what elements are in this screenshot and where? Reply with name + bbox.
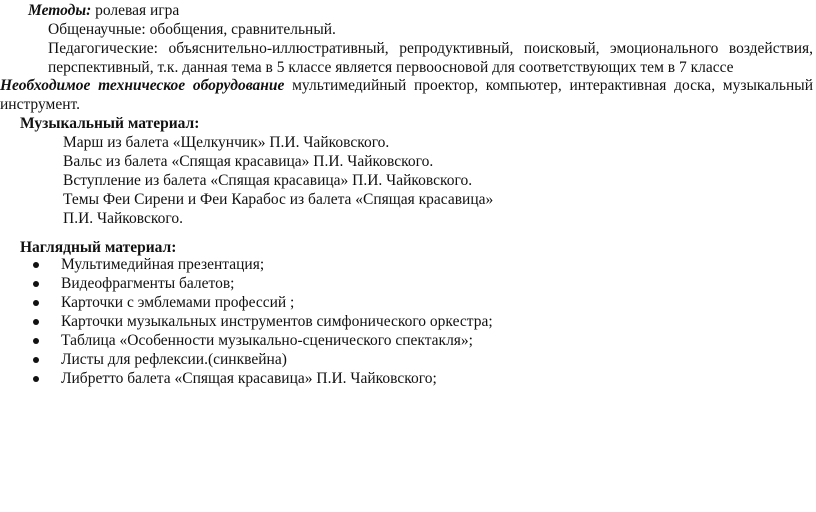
bullet-icon bbox=[33, 357, 39, 363]
visual-item: Листы для рефлексии.(синквейна) bbox=[61, 351, 287, 368]
methods-pedagogical-2: перспективный, т.к. данная тема в 5 классе является первоосновой для соответствующих тем в 7 классе bbox=[48, 59, 734, 76]
equipment-line2: инструмент. bbox=[0, 96, 80, 113]
methods-value: ролевая игра bbox=[91, 2, 180, 19]
music-item: П.И. Чайковского. bbox=[63, 210, 183, 227]
music-item: Вступление из балета «Спящая красавица» П.И. Чайковского. bbox=[63, 172, 473, 189]
bullet-icon bbox=[33, 376, 39, 382]
methods-general: Общенаучные: обобщения, сравнительный. bbox=[48, 21, 336, 38]
visual-item: Либретто балета «Спящая красавица» П.И. Чайковского; bbox=[61, 370, 437, 387]
visual-item: Видеофрагменты балетов; bbox=[61, 275, 235, 292]
visual-item: Мультимедийная презентация; bbox=[61, 256, 265, 273]
visual-item: Карточки музыкальных инструментов симфонического оркестра; bbox=[61, 313, 493, 330]
methods-line bbox=[28, 1, 179, 20]
visual-heading: Наглядный материал: bbox=[20, 239, 177, 256]
equipment-label: Необходимое техническое оборудование bbox=[0, 77, 285, 94]
visual-item: Таблица «Особенности музыкально-сценического спектакля»; bbox=[61, 332, 473, 349]
methods-label: Методы: bbox=[28, 2, 92, 19]
music-item: Марш из балета «Щелкунчик» П.И. Чайковского. bbox=[63, 134, 390, 151]
methods-pedagogical-1: Педагогические: объяснительно-иллюстративный, репродуктивный, поисковый, эмоционального воздействия, bbox=[48, 40, 813, 57]
bullet-icon bbox=[33, 319, 39, 325]
music-item: Вальс из балета «Спящая красавица» П.И. Чайковского. bbox=[63, 153, 434, 170]
bullet-icon bbox=[33, 300, 39, 306]
bullet-icon bbox=[33, 262, 39, 268]
equipment-line bbox=[0, 76, 813, 95]
music-item: Темы Феи Сирени и Феи Карабос из балета «Спящая красавица» bbox=[63, 191, 494, 208]
bullet-icon bbox=[33, 281, 39, 287]
music-heading: Музыкальный материал: bbox=[20, 115, 200, 132]
equipment-value: мультимедийный проектор, компьютер, интерактивная доска, музыкальный bbox=[284, 77, 813, 94]
bullet-icon bbox=[33, 338, 39, 344]
visual-item: Карточки с эмблемами профессий ; bbox=[61, 294, 295, 311]
